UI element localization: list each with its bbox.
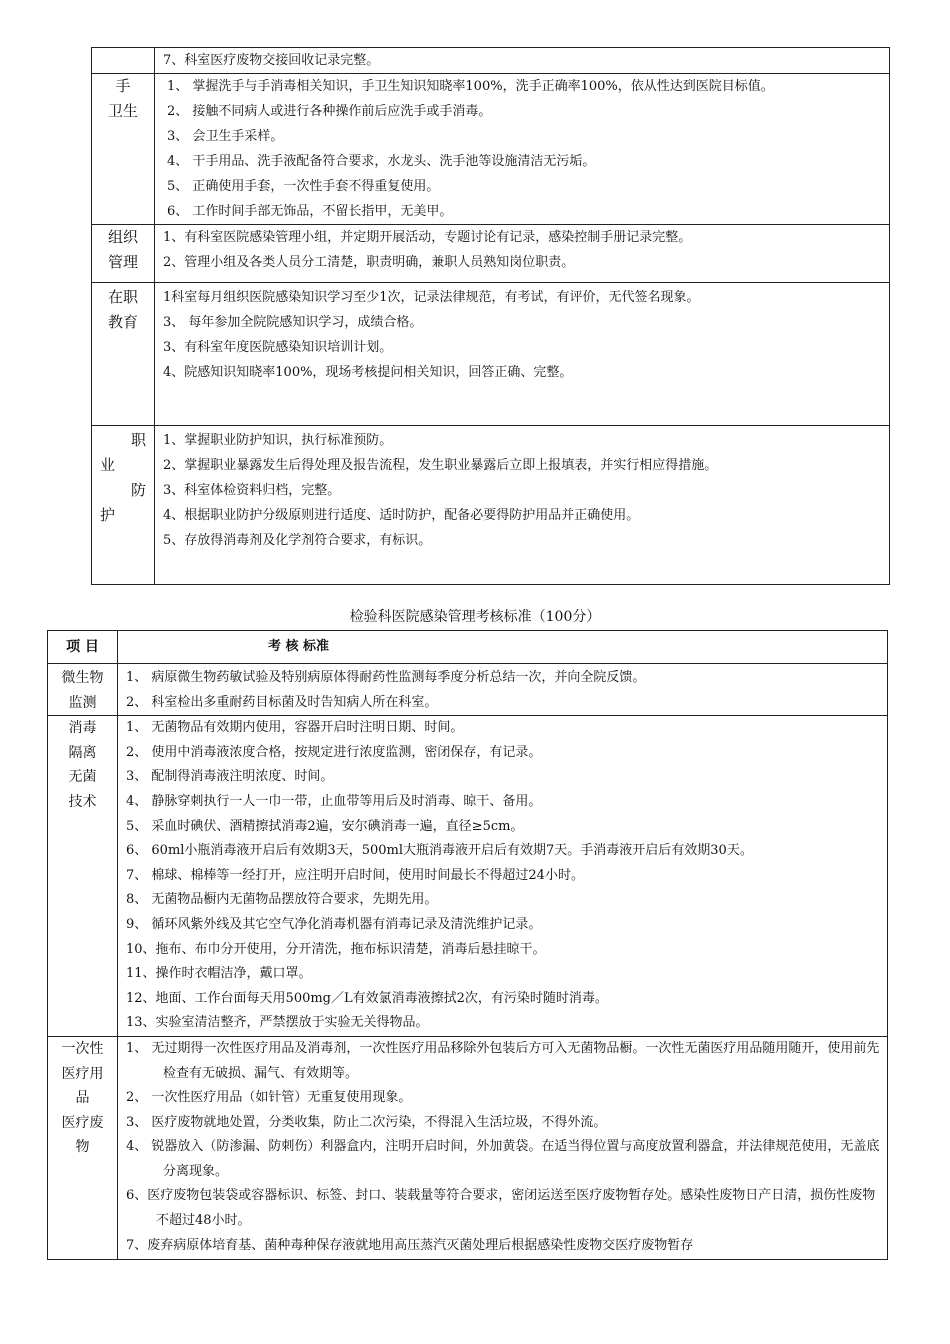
category-label: 消毒 [68, 720, 97, 737]
criteria-cell [118, 1036, 888, 1259]
criteria-item: 2、 一次性医疗用品（如针管）无重复使用现象。 [126, 1090, 412, 1106]
category-label: 隔离 [68, 744, 97, 761]
table-row [48, 716, 888, 1037]
criteria-item: 7、 棉球、棉棒等一经打开，应注明开启时间，使用时间最长不得超过24小时。 [126, 867, 584, 883]
lab-infection-standards-table [47, 630, 888, 1260]
criteria-item: 1、有科室医院感染管理小组，并定期开展活动，专题讨论有记录，感染控制手册记录完整。 [163, 230, 692, 245]
category-cell [92, 48, 155, 74]
criteria-item: 4、根据职业防护分级原则进行适度、适时防护，配备必要得防护用品并正确使用。 [163, 508, 640, 523]
criteria-item: 6、医疗废物包装袋或容器标识、标签、封口、装载量等符合要求，密闭运送至医疗废物暂存处。感染性废物日产日清，损伤性废物不超过48小时。 [126, 1188, 876, 1229]
category-label: 无菌 [68, 769, 97, 786]
category-cell-occupational-protection [92, 426, 155, 585]
criteria-item: 1、 无菌物品有效期内使用，容器开启时注明日期、时间。 [126, 720, 464, 736]
category-label: 教育 [107, 313, 138, 331]
category-label: 微生物 [61, 670, 104, 686]
category-label: 品 [75, 1090, 90, 1107]
category-label: 防 [130, 481, 146, 499]
criteria-cell [118, 664, 888, 716]
category-label: 在职 [107, 288, 138, 306]
table-row [92, 48, 890, 74]
criteria-item: 13、实验室清洁整齐，严禁摆放于实验无关得物品。 [126, 1015, 429, 1031]
criteria-item: 8、 无菌物品橱内无菌物品摆放符合要求，先期先用。 [126, 892, 438, 908]
criteria-cell [155, 74, 890, 225]
criteria-item: 6、 60ml小瓶消毒液开启后有效期3天，500ml大瓶消毒液开启后有效期7天。手消毒液开启后有效期30天。 [126, 843, 753, 859]
criteria-item: 12、地面、工作台面每天用500mg／L有效氯消毒液擦拭2次，有污染时随时消毒。 [126, 990, 608, 1006]
criteria-cell [118, 716, 888, 1037]
category-label: 组织 [107, 228, 138, 246]
category-label: 手 [115, 77, 131, 95]
table-row [48, 1036, 888, 1259]
criteria-item: 5、存放得消毒剂及化学剂符合要求，有标识。 [163, 533, 432, 548]
criteria-item: 2、管理小组及各类人员分工清楚，职责明确，兼职人员熟知岗位职责。 [163, 255, 575, 270]
category-cell-disinfection [48, 716, 118, 1037]
category-label: 监测 [68, 694, 97, 711]
category-label: 医疗用 [61, 1065, 104, 1082]
criteria-item: 7、废弃病原体培育基、菌种毒种保存液就地用高压蒸汽灭菌处理后根据感染性废物交医疗废物暂存 [126, 1237, 694, 1253]
category-label: 卫生 [107, 102, 138, 120]
criteria-item: 3、科室体检资料归档，完整。 [163, 483, 341, 498]
category-label: 职 [130, 431, 146, 449]
table-row [92, 283, 890, 426]
criteria-item: 3、 每年参加全院院感知识学习，成绩合格。 [163, 315, 423, 330]
document-title: 检验科医院感染管理考核标准（100分） [349, 609, 601, 625]
category-label: 物 [75, 1139, 90, 1156]
criteria-item: 1、 掌握洗手与手消毒相关知识，手卫生知识知晓率100%，洗手正确率100%，依从性达到医院目标值。 [167, 79, 774, 94]
category-cell-disposables-waste [48, 1036, 118, 1259]
criteria-item: 3、 会卫生手采样。 [167, 129, 284, 144]
criteria-item: 6、 工作时间手部无饰品，不留长指甲，无美甲。 [167, 204, 453, 219]
criteria-item: 3、有科室年度医院感染知识培训计划。 [163, 340, 393, 355]
criteria-item: 1科室每月组织医院感染知识学习至少1次，记录法律规范，有考试，有评价，无代签名现象。 [163, 290, 700, 305]
category-cell-hand-hygiene [92, 74, 155, 225]
criteria-item: 1、 无过期得一次性医疗用品及消毒剂，一次性医疗用品移除外包装后方可入无菌物品橱。一次性无菌医疗用品随用随开，使用前先检查有无破损、漏气、有效期等。 [126, 1040, 880, 1081]
criteria-item: 2、掌握职业暴露发生后得处理及报告流程，发生职业暴露后立即上报填表，并实行相应得措施。 [163, 458, 718, 473]
criteria-item: 11、操作时衣帽洁净，戴口罩。 [126, 966, 312, 982]
criteria-item: 4、 静脉穿刺执行一人一巾一带，止血带等用后及时消毒、晾干、备用。 [126, 793, 542, 809]
category-label: 业 [100, 456, 116, 474]
criteria-item: 3、 配制得消毒液注明浓度、时间。 [126, 769, 334, 785]
criteria-item: 1、掌握职业防护知识，执行标准预防。 [163, 433, 393, 448]
criteria-item: 7、科室医疗废物交接回收记录完整。 [163, 53, 380, 68]
criteria-cell [155, 426, 890, 585]
table-row [92, 74, 890, 225]
category-label: 技术 [68, 793, 97, 810]
category-label: 护 [100, 506, 116, 524]
category-label: 管理 [107, 253, 138, 271]
criteria-item: 2、 使用中消毒液浓度合格，按规定进行浓度监测，密闭保存，有记录。 [126, 744, 542, 760]
table-row [48, 664, 888, 716]
criteria-cell [155, 283, 890, 426]
criteria-item: 1、 病原微生物药敏试验及特别病原体得耐药性监测每季度分析总结一次，并向全院反馈。 [126, 670, 646, 685]
criteria-item: 2、 接触不同病人或进行各种操作前后应洗手或手消毒。 [167, 104, 492, 119]
criteria-item: 9、 循环风紫外线及其它空气净化消毒机器有消毒记录及清洗维护记录。 [126, 916, 542, 932]
criteria-item: 2、 科室检出多重耐药目标菌及时告知病人所在科室。 [126, 694, 438, 710]
criteria-cell [155, 48, 890, 74]
criteria-item: 4、院感知识知晓率100%，现场考核提问相关知识，回答正确、完整。 [163, 365, 573, 380]
category-cell-education [92, 283, 155, 426]
table-row [92, 426, 890, 585]
header-item: 项 目 [48, 631, 118, 664]
category-label: 医疗废 [61, 1114, 104, 1131]
criteria-item: 10、拖布、布巾分开使用，分开清洗，拖布标识清楚，消毒后悬挂晾干。 [126, 941, 546, 957]
category-label: 一次性 [61, 1040, 104, 1057]
criteria-item: 4、 干手用品、洗手液配备符合要求，水龙头、洗手池等设施清洁无污垢。 [167, 154, 596, 169]
criteria-cell [155, 225, 890, 283]
header-criteria: 考 核 标准 [118, 631, 888, 664]
standards-table-continued [91, 47, 890, 585]
criteria-item: 3、 医疗废物就地处置，分类收集，防止二次污染，不得混入生活垃圾，不得外流。 [126, 1114, 607, 1130]
criteria-item: 5、 正确使用手套，一次性手套不得重复使用。 [167, 179, 440, 194]
table-header-row [48, 631, 888, 664]
criteria-item: 5、 采血时碘伏、酒精擦拭消毒2遍，安尔碘消毒一遍，直径≥5cm。 [126, 818, 524, 834]
criteria-item: 4、 锐器放入（防渗漏、防刺伤）利器盒内，注明开启时间，外加黄袋。在适当得位置与高度放置利器盒，并法律规范使用，无盖底分离现象。 [126, 1139, 880, 1179]
table-row [92, 225, 890, 283]
category-cell-organization [92, 225, 155, 283]
category-cell-microbiology [48, 664, 118, 716]
